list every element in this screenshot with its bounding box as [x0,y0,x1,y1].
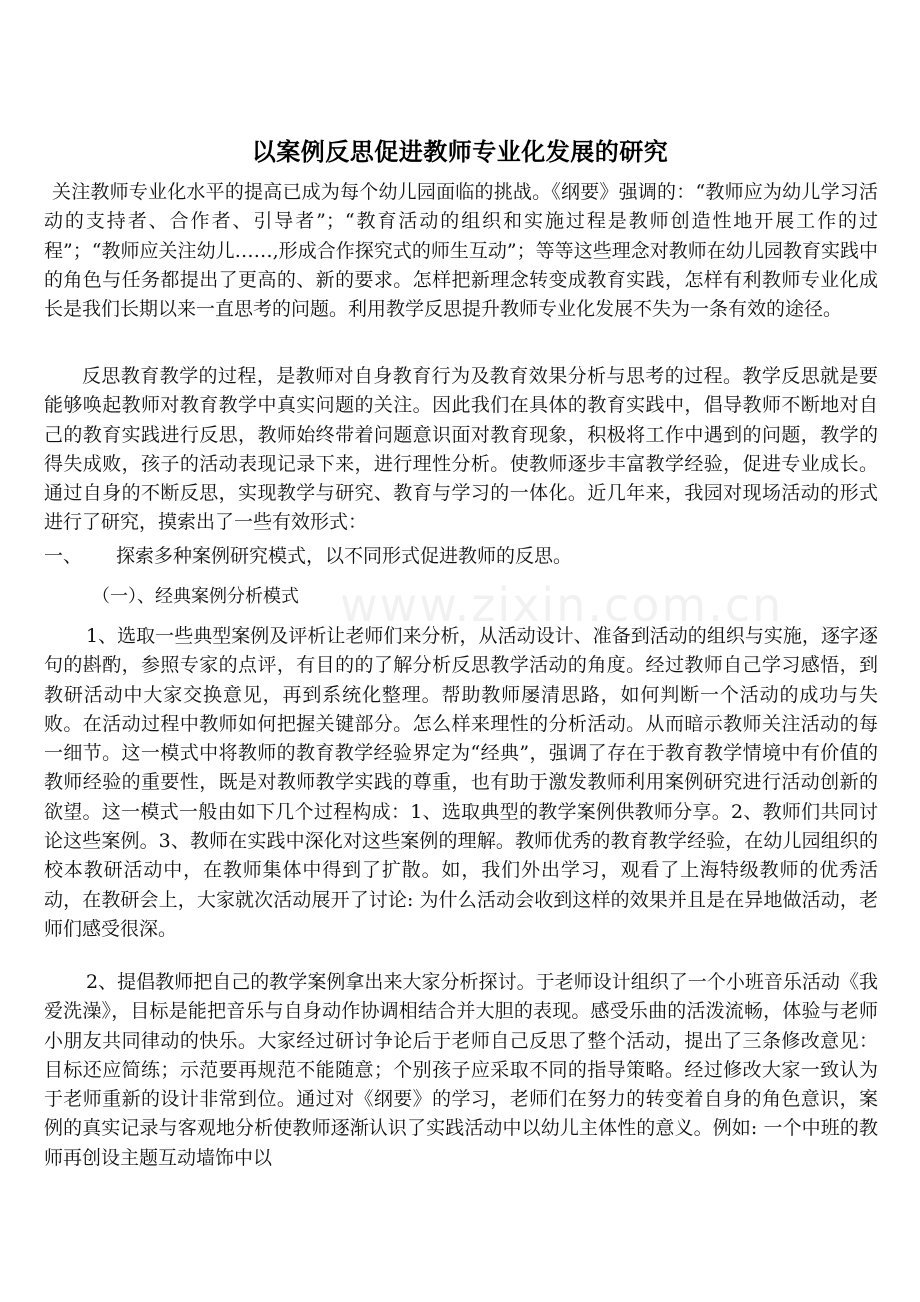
paragraph-1: 关注教师专业化水平的提高已成为每个幼儿园面临的挑战。《纲要》强调的：“教师应为幼儿学习活动的支持者、合作者、引导者”；“教育活动的组织和实施过程是教师创造性地开展工作的过程”；“教师应关注幼儿……,形成合作探究式的师生互动”；等等这些理念对教师在幼儿园教育实践中的角色与任务都提出了更高的、新的要求。怎样把新理念转变成教育实践，怎样有利教师专业化成长是我们长期以来一直思考的问题。利用教学反思提升教师专业化发展不失为一条有效的途径。 [44,181,878,321]
page-title: 以案例反思促进教师专业化发展的研究 [251,138,669,167]
section-heading-number: 一、 [44,545,83,567]
watermark: www.zixin.com.cn [340,578,784,632]
paragraph-2: 反思教育教学的过程，是教师对自身教育行为及教育效果分析与思考的过程。教学反思就是要能够唤起教师对教育教学中真实问题的关注。因此我们在具体的教育实践中，倡导教师不断地对自己的教育实践进行反思，教师始终带着问题意识面对教育现象，积极将工作中遇到的问题，教学的得失成败，孩子的活动表现记录下来，进行理性分析。使教师逐步丰富教学经验，促进专业成长。通过自身的不断反思，实现教学与研究、教育与学习的一体化。近几年来，我园对现场活动的形式进行了研究，摸索出了一些有效形式： [44,365,878,534]
paragraph-4: 2、提倡教师把自己的教学案例拿出来大家分析探讨。于老师设计组织了一个小班音乐活动《我爱洗澡》，目标是能把音乐与自身动作协调相结合并大胆的表现。感受乐曲的活泼流畅，体验与老师小朋友共同律动的快乐。大家经过研讨争论后于老师自己反思了整个活动，提出了三条修改意见：目标还应简练；示范要再规范不能随意；个别孩子应采取不同的指导策略。经过修改大家一致认为于老师重新的设计非常到位。通过对《纲要》的学习，老师们在努力的转变着自身的角色意识，案例的真实记录与客观地分析使教师逐渐认识了实践活动中以幼儿主体性的意义。例如: 一个中班的教师再创设主题互动墙饰中以 [44,971,878,1169]
subsection-heading: （一）、经典案例分析模式 [92,586,299,607]
section-heading-text: 探索多种案例研究模式，以不同形式促进教师的反思。 [116,545,573,567]
paragraph-3: 1、选取一些典型案例及评析让老师们来分析，从活动设计、准备到活动的组织与实施，逐字逐句的斟酌，参照专家的点评，有目的的了解分析反思教学活动的角度。经过教师自己学习感悟，到教研活动中大家交换意见，再到系统化整理。帮助教师屡清思路，如何判断一个活动的成功与失败。在活动过程中教师如何把握关键部分。怎么样来理性的分析活动。从而暗示教师关注活动的每一细节。这一模式中将教师的教育教学经验界定为“经典”，强调了存在于教育教学情境中有价值的教师经验的重要性，既是对教师教学实践的尊重，也有助于激发教师利用案例研究进行活动创新的欲望。这一模式一般由如下几个过程构成：1、选取典型的教学案例供教师分享。2、教师们共同讨论这些案例。3、教师在实践中深化对这些案例的理解。教师优秀的教育教学经验，在幼儿园组织的校本教研活动中，在教师集体中得到了扩散。如，我们外出学习，观看了上海特级教师的优秀活动，在教研会上，大家就次活动展开了讨论: 为什么活动会收到这样的效果并且是在异地做活动，老师们感受很深。 [44,625,878,940]
section-heading-1 [44,542,878,571]
